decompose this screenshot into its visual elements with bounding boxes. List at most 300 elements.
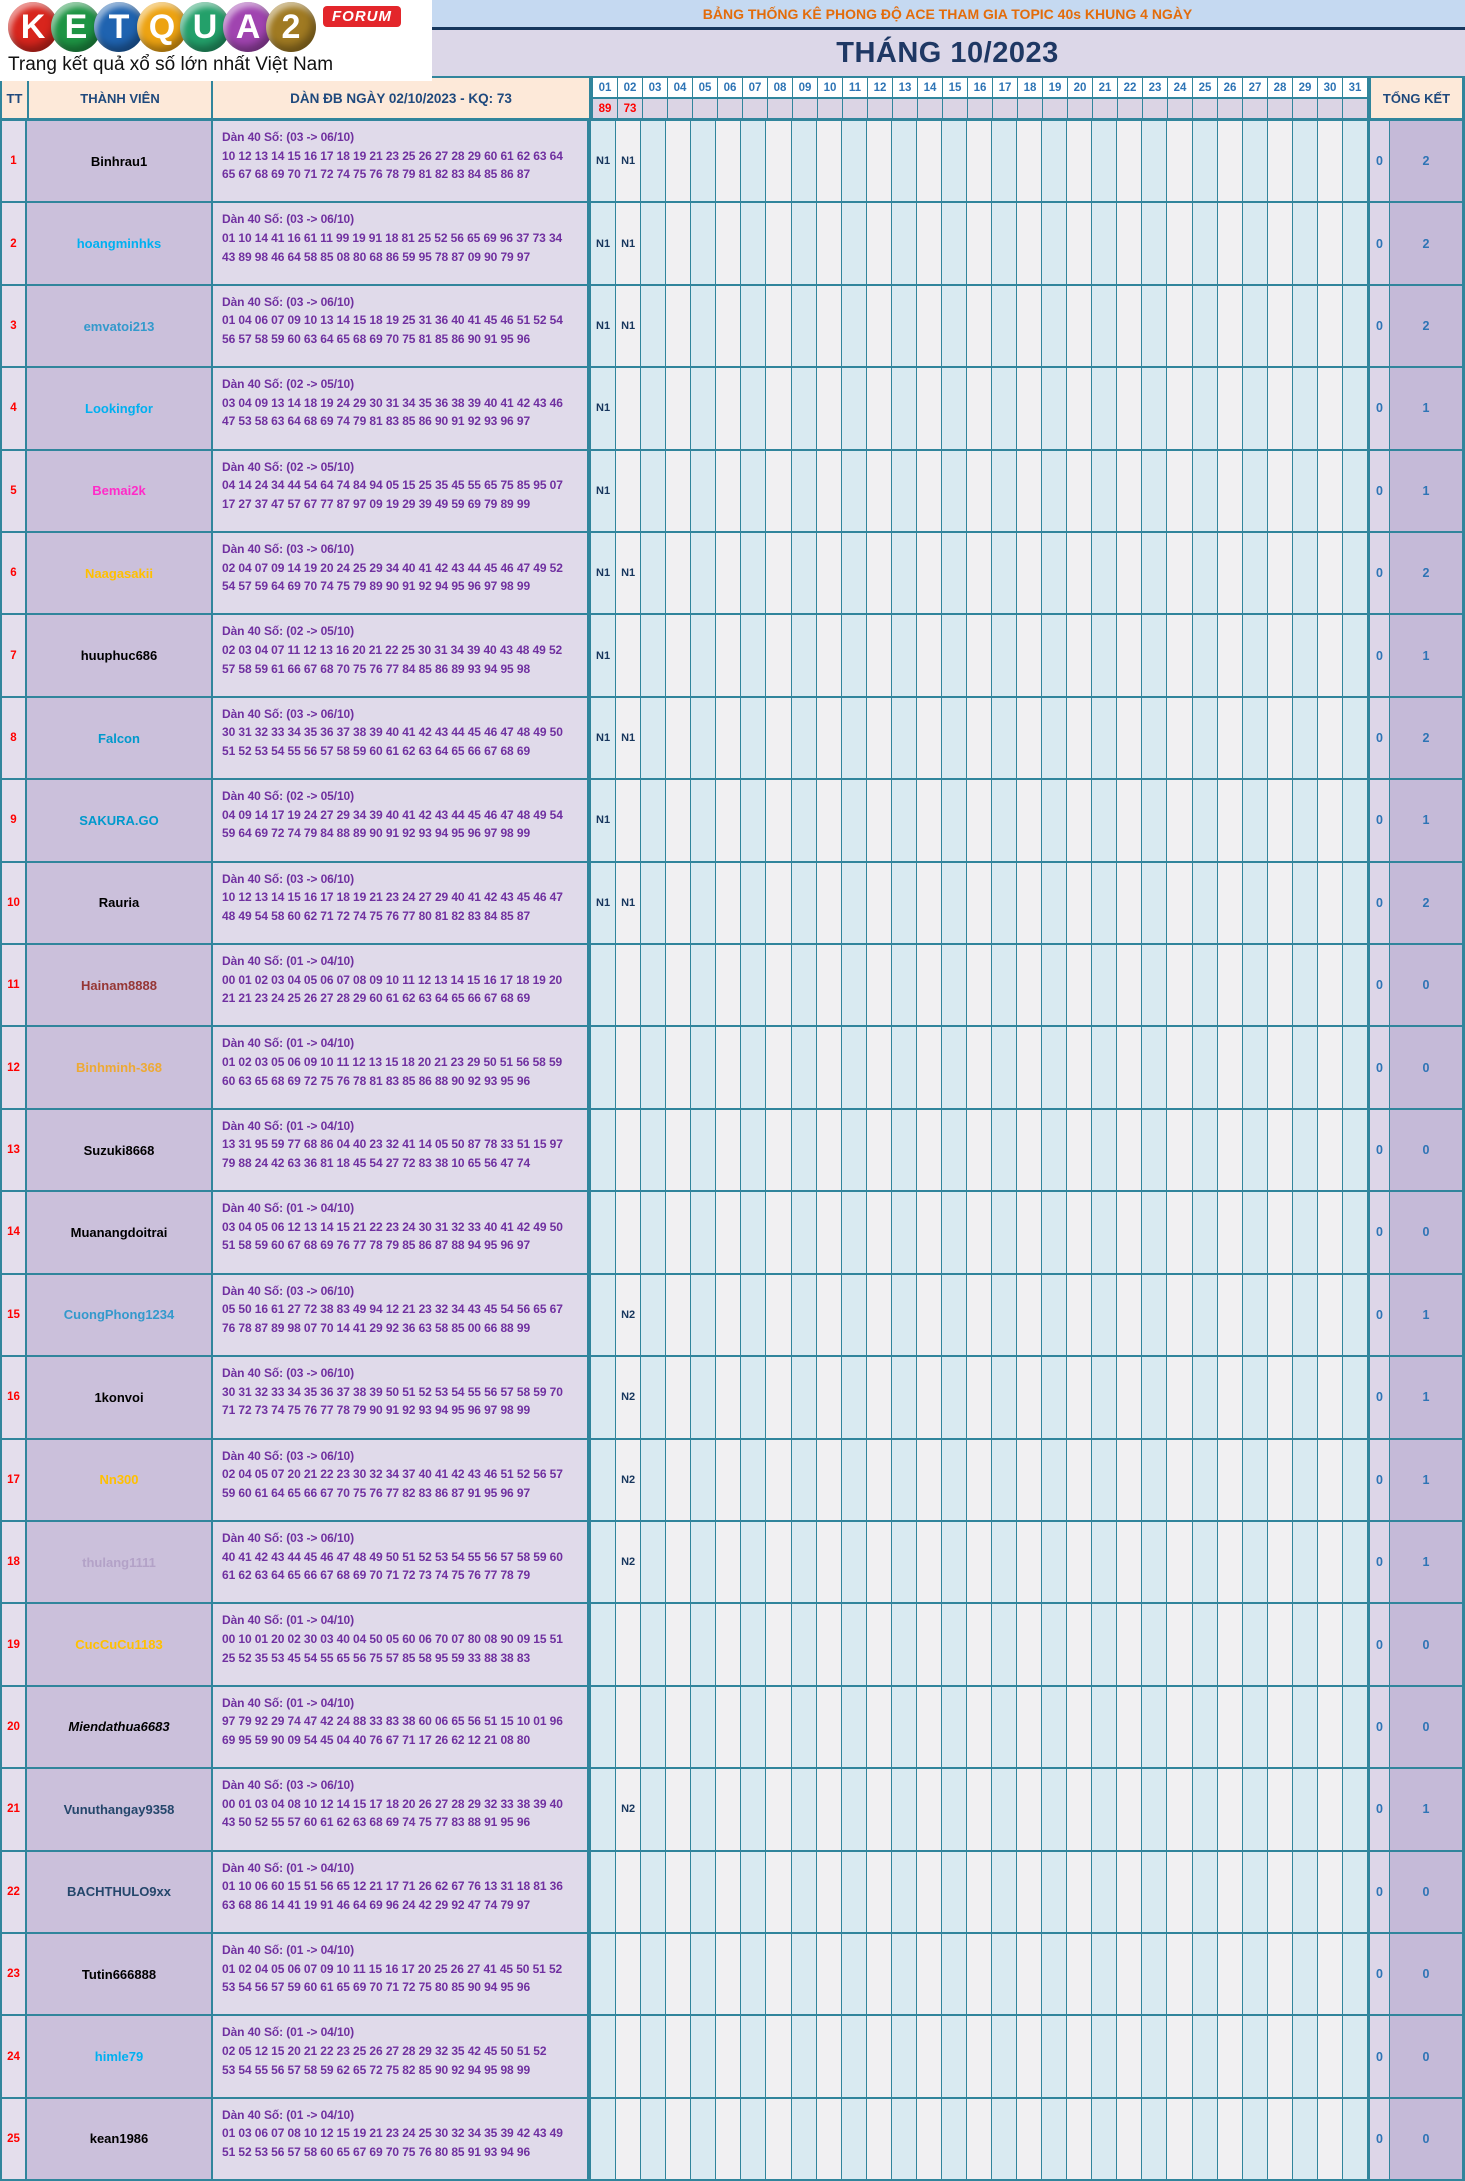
total-score: 1: [1390, 1357, 1465, 1437]
day-cell-15: [942, 945, 967, 1025]
kq-cell-18: [1018, 97, 1043, 118]
day-cell-24: [1167, 1934, 1192, 2014]
day-cell-24: [1167, 121, 1192, 201]
day-cell-12: [867, 1440, 892, 1520]
row-number: 12: [0, 1027, 27, 1107]
day-cell-31: [1343, 1604, 1368, 1684]
day-cell-26: [1218, 121, 1243, 201]
table-row: [0, 1027, 1465, 1109]
day-header-05: 05: [693, 76, 718, 97]
day-cell-19: [1042, 1769, 1067, 1849]
dan-line1: 05 50 16 61 27 72 38 83 49 94 12 21 23 32 34 43 45 54 56 65 67: [222, 1302, 563, 1317]
day-cell-14: [917, 863, 942, 943]
day-cell-19: [1042, 203, 1067, 283]
kq-cell-16: [968, 97, 993, 118]
row-number: 2: [0, 203, 27, 283]
day-cell-20: [1067, 698, 1092, 778]
dan-line1: 01 04 06 07 09 10 13 14 15 18 19 25 31 36 40 41 45 46 51 52 54: [222, 313, 563, 328]
dan-line2: 48 49 54 58 60 62 71 72 74 75 76 77 80 81 82 83 84 85 87: [222, 908, 531, 923]
day-cell-13: [892, 203, 917, 283]
day-cell-21: [1092, 1110, 1117, 1190]
row-number: 5: [0, 451, 27, 531]
day-cell-29: [1293, 1027, 1318, 1107]
row-number: 8: [0, 698, 27, 778]
day-cell-24: [1167, 203, 1192, 283]
day-cell-20: [1067, 1934, 1092, 2014]
member-name[interactable]: Bemai2k: [27, 451, 213, 531]
dan-cell: [213, 1852, 591, 1932]
day-cell-27: [1243, 698, 1268, 778]
dan-title: Dàn 40 Số: (03 -> 06/10): [222, 212, 354, 227]
day-cell-16: [967, 451, 992, 531]
day-cell-14: [917, 1769, 942, 1849]
day-cell-21: [1092, 286, 1117, 366]
day-cell-17: [992, 368, 1017, 448]
table-row: [0, 121, 1465, 203]
member-name[interactable]: emvatoi213: [27, 286, 213, 366]
day-cell-19: [1042, 1192, 1067, 1272]
day-cell-24: [1167, 1522, 1192, 1602]
day-cell-11: [842, 1440, 867, 1520]
day-cell-16: [967, 2099, 992, 2179]
kq-cell-10: [818, 97, 843, 118]
day-cell-13: [892, 615, 917, 695]
day-cell-11: [842, 863, 867, 943]
day-cells: [591, 1110, 1368, 1190]
month-title: THÁNG 10/2023: [836, 36, 1059, 69]
dan-cell: [213, 1604, 591, 1684]
day-cell-11: [842, 1522, 867, 1602]
day-cell-05: [691, 945, 716, 1025]
day-cell-07: [741, 451, 766, 531]
day-cell-27: [1243, 286, 1268, 366]
day-cell-05: [691, 863, 716, 943]
day-cell-23: [1142, 698, 1167, 778]
member-name[interactable]: Lookingfor: [27, 368, 213, 448]
day-cell-14: [917, 1027, 942, 1107]
table-row: [0, 2016, 1465, 2098]
day-cell-22: [1117, 121, 1142, 201]
day-cell-05: [691, 1275, 716, 1355]
day-cell-18: [1017, 698, 1042, 778]
member-name[interactable]: Naagasakii: [27, 533, 213, 613]
dan-line2: 79 88 24 42 63 36 81 18 45 54 27 72 83 38 10 65 56 47 74: [222, 1156, 531, 1171]
day-cell-09: [792, 286, 817, 366]
day-cell-22: [1117, 698, 1142, 778]
day-cell-17: [992, 945, 1017, 1025]
day-cell-04: [666, 1275, 691, 1355]
day-cell-01: [591, 1934, 616, 2014]
day-cell-27: [1243, 863, 1268, 943]
member-name[interactable]: Rauria: [27, 863, 213, 943]
day-cell-10: [817, 615, 842, 695]
rows-container: [0, 118, 1465, 2181]
member-name[interactable]: Miendathua6683: [27, 1687, 213, 1767]
day-cell-15: [942, 368, 967, 448]
day-cell-19: [1042, 1110, 1067, 1190]
day-header-31: 31: [1343, 76, 1368, 97]
day-cell-20: [1067, 1357, 1092, 1437]
day-cell-09: [792, 1852, 817, 1932]
day-cell-08: [766, 1687, 791, 1767]
dan-title: Dàn 40 Số: (01 -> 04/10): [222, 1942, 354, 1957]
dan-cell: [213, 1440, 591, 1520]
dan-line2: 51 52 53 56 57 58 60 65 67 69 70 75 76 80 85 91 93 94 96: [222, 2144, 531, 2159]
table-row: [0, 1357, 1465, 1439]
table-row: [0, 533, 1465, 615]
day-cell-24: [1167, 1440, 1192, 1520]
day-cell-25: [1193, 1604, 1218, 1684]
day-cell-05: [691, 203, 716, 283]
table-row: [0, 368, 1465, 450]
dan-title: Dàn 40 Số: (03 -> 06/10): [222, 1283, 354, 1298]
row-number: 7: [0, 615, 27, 695]
day-cell-18: [1017, 1110, 1042, 1190]
logo-letter: E: [51, 2, 101, 52]
day-cell-03: [641, 368, 666, 448]
member-name[interactable]: CucCuCu1183: [27, 1604, 213, 1684]
total-score: 0: [1390, 1604, 1465, 1684]
day-cell-25: [1193, 1440, 1218, 1520]
day-cells: [591, 945, 1368, 1025]
total-score: 1: [1390, 368, 1465, 448]
day-cell-24: [1167, 1027, 1192, 1107]
dan-title: Dàn 40 Số: (01 -> 04/10): [222, 1118, 354, 1133]
day-cell-28: [1268, 2016, 1293, 2096]
day-cell-07: [741, 1604, 766, 1684]
day-cell-08: [766, 533, 791, 613]
dan-title: Dàn 40 Số: (02 -> 05/10): [222, 377, 354, 392]
day-cell-04: [666, 286, 691, 366]
dan-cell: [213, 368, 591, 448]
row-number: 17: [0, 1440, 27, 1520]
dan-cell: [213, 203, 591, 283]
day-cell-03: [641, 1604, 666, 1684]
day-cell-24: [1167, 368, 1192, 448]
day-cell-05: [691, 286, 716, 366]
member-name[interactable]: Nn300: [27, 1440, 213, 1520]
day-cells: [591, 863, 1368, 943]
day-cell-10: [817, 1275, 842, 1355]
total-miss: 0: [1368, 203, 1390, 283]
day-cells: [591, 1440, 1368, 1520]
day-cell-13: [892, 121, 917, 201]
dan-line1: 02 03 04 07 11 12 13 16 20 21 22 25 30 31 34 39 40 43 48 49 52: [222, 643, 563, 658]
row-number: 16: [0, 1357, 27, 1437]
day-cell-27: [1243, 1934, 1268, 2014]
day-cell-03: [641, 1934, 666, 2014]
day-cell-25: [1193, 203, 1218, 283]
day-cell-28: [1268, 1110, 1293, 1190]
day-cell-27: [1243, 615, 1268, 695]
day-cell-23: [1142, 615, 1167, 695]
member-name[interactable]: Suzuki8668: [27, 1110, 213, 1190]
day-cell-21: [1092, 1027, 1117, 1107]
day-cell-30: [1318, 1604, 1343, 1684]
dan-title: Dàn 40 Số: (01 -> 04/10): [222, 1036, 354, 1051]
dan-line2: 63 68 86 14 41 19 91 46 64 69 96 24 42 29 92 47 74 79 97: [222, 1897, 531, 1912]
day-cell-12: [867, 1687, 892, 1767]
day-cell-12: [867, 615, 892, 695]
day-cell-09: [792, 1522, 817, 1602]
day-cell-06: [716, 1357, 741, 1437]
dan-line2: 69 95 59 90 09 54 45 04 40 76 67 71 17 26 62 12 21 08 80: [222, 1732, 531, 1747]
day-cell-22: [1117, 1275, 1142, 1355]
day-cell-19: [1042, 533, 1067, 613]
day-cell-08: [766, 1522, 791, 1602]
day-cell-04: [666, 451, 691, 531]
day-cell-04: [666, 1852, 691, 1932]
member-name[interactable]: hoangminhks: [27, 203, 213, 283]
day-cell-01: [591, 1110, 616, 1190]
day-cell-23: [1142, 1440, 1167, 1520]
day-cell-01: N1: [591, 203, 616, 283]
total-score: 0: [1390, 2016, 1465, 2096]
member-name[interactable]: SAKURA.GO: [27, 780, 213, 860]
day-cell-25: [1193, 451, 1218, 531]
day-cell-02: N2: [616, 1522, 641, 1602]
day-cell-14: [917, 1687, 942, 1767]
member-name[interactable]: Muanangdoitrai: [27, 1192, 213, 1272]
day-cell-15: [942, 2016, 967, 2096]
day-cell-21: [1092, 2016, 1117, 2096]
dan-title: Dàn 40 Số: (03 -> 06/10): [222, 542, 354, 557]
dan-cell: [213, 1357, 591, 1437]
member-name[interactable]: Falcon: [27, 698, 213, 778]
day-cell-28: [1268, 863, 1293, 943]
day-cell-26: [1218, 1027, 1243, 1107]
day-cell-22: [1117, 203, 1142, 283]
banner-title: BẢNG THỐNG KÊ PHONG ĐỘ ACE THAM GIA TOPIC 40s KHUNG 4 NGÀY: [702, 5, 1193, 22]
day-cell-06: [716, 1604, 741, 1684]
day-cell-11: [842, 698, 867, 778]
day-cell-27: [1243, 1687, 1268, 1767]
day-cell-14: [917, 1522, 942, 1602]
day-cell-09: [792, 1687, 817, 1767]
day-cell-14: [917, 368, 942, 448]
day-cell-05: [691, 533, 716, 613]
member-name[interactable]: Hainam8888: [27, 945, 213, 1025]
day-cell-01: N1: [591, 286, 616, 366]
dan-line2: 43 50 52 55 57 60 61 62 63 68 69 74 75 77 83 88 91 95 96: [222, 1815, 531, 1830]
day-cell-09: [792, 2099, 817, 2179]
member-name[interactable]: kean1986: [27, 2099, 213, 2179]
day-cell-13: [892, 780, 917, 860]
member-name[interactable]: Tutin666888: [27, 1934, 213, 2014]
day-cell-16: [967, 863, 992, 943]
day-cell-12: [867, 1027, 892, 1107]
day-cell-22: [1117, 2016, 1142, 2096]
day-cell-28: [1268, 2099, 1293, 2179]
day-cell-17: [992, 1852, 1017, 1932]
day-cell-03: [641, 1440, 666, 1520]
day-cell-02: [616, 451, 641, 531]
member-name[interactable]: thulang1111: [27, 1522, 213, 1602]
day-cell-15: [942, 863, 967, 943]
day-cell-05: [691, 1687, 716, 1767]
day-cell-05: [691, 2099, 716, 2179]
day-cell-25: [1193, 1769, 1218, 1849]
day-cell-16: [967, 121, 992, 201]
day-cell-29: [1293, 1192, 1318, 1272]
day-cells: [591, 615, 1368, 695]
dan-line2: 51 52 53 54 55 56 57 58 59 60 61 62 63 64 65 66 67 68 69: [222, 744, 531, 759]
day-cell-23: [1142, 1275, 1167, 1355]
day-cell-06: [716, 780, 741, 860]
day-cell-23: [1142, 451, 1167, 531]
day-cells: [591, 698, 1368, 778]
table-row: [0, 1275, 1465, 1357]
dan-line1: 01 02 04 05 06 07 09 10 11 15 16 17 20 25 26 27 41 45 50 51 52: [222, 1961, 563, 1976]
dan-title: Dàn 40 Số: (02 -> 05/10): [222, 789, 354, 804]
day-cell-27: [1243, 1027, 1268, 1107]
member-name[interactable]: Binhminh-368: [27, 1027, 213, 1107]
day-cell-28: [1268, 1522, 1293, 1602]
total-miss: 0: [1368, 1687, 1390, 1767]
member-name[interactable]: CuongPhong1234: [27, 1275, 213, 1355]
day-cell-18: [1017, 203, 1042, 283]
total-miss: 0: [1368, 1769, 1390, 1849]
day-cell-09: [792, 1110, 817, 1190]
row-number: 3: [0, 286, 27, 366]
day-cells: [591, 121, 1368, 201]
day-cell-15: [942, 203, 967, 283]
day-cell-25: [1193, 2016, 1218, 2096]
day-cell-07: [741, 945, 766, 1025]
dan-title: Dàn 40 Số: (01 -> 04/10): [222, 1613, 354, 1628]
day-cell-04: [666, 1522, 691, 1602]
member-name[interactable]: himle79: [27, 2016, 213, 2096]
day-cell-01: [591, 1027, 616, 1107]
day-cell-10: [817, 1852, 842, 1932]
total-miss: 0: [1368, 1275, 1390, 1355]
day-cell-03: [641, 1852, 666, 1932]
day-cell-07: [741, 203, 766, 283]
dan-line1: 01 03 06 07 08 10 12 15 19 21 23 24 25 30 32 34 35 39 42 43 49: [222, 2126, 563, 2141]
day-cell-03: [641, 533, 666, 613]
day-cell-28: [1268, 1192, 1293, 1272]
day-cell-21: [1092, 1440, 1117, 1520]
day-cell-19: [1042, 1852, 1067, 1932]
logo-letter: T: [94, 2, 144, 52]
day-cell-15: [942, 1275, 967, 1355]
day-cell-11: [842, 2099, 867, 2179]
day-cell-06: [716, 615, 741, 695]
day-headers: [593, 76, 1368, 97]
day-header-20: 20: [1068, 76, 1093, 97]
day-cell-14: [917, 121, 942, 201]
day-cell-03: [641, 286, 666, 366]
day-cell-12: [867, 2099, 892, 2179]
day-cell-07: [741, 1192, 766, 1272]
total-score: 0: [1390, 1852, 1465, 1932]
member-name[interactable]: Binhrau1: [27, 121, 213, 201]
day-cell-19: [1042, 2016, 1067, 2096]
day-cell-26: [1218, 1522, 1243, 1602]
total-score: 2: [1390, 863, 1465, 943]
dan-line2: 57 58 59 61 66 67 68 70 75 76 77 84 85 86 89 93 94 95 98: [222, 661, 531, 676]
day-cell-11: [842, 615, 867, 695]
day-cell-28: [1268, 533, 1293, 613]
day-cell-31: [1343, 1687, 1368, 1767]
day-cell-08: [766, 1357, 791, 1437]
dan-cell: [213, 2099, 591, 2179]
day-cell-24: [1167, 1852, 1192, 1932]
day-cells: [591, 2016, 1368, 2096]
day-cell-25: [1193, 945, 1218, 1025]
day-cell-30: [1318, 533, 1343, 613]
day-cell-23: [1142, 121, 1167, 201]
day-cell-29: [1293, 1604, 1318, 1684]
total-miss: 0: [1368, 1934, 1390, 2014]
day-header-19: 19: [1043, 76, 1068, 97]
day-cell-22: [1117, 1357, 1142, 1437]
day-cell-03: [641, 1357, 666, 1437]
day-cell-08: [766, 945, 791, 1025]
day-cell-27: [1243, 451, 1268, 531]
kq-cell-14: [918, 97, 943, 118]
row-number: 15: [0, 1275, 27, 1355]
day-cell-30: [1318, 698, 1343, 778]
day-cell-23: [1142, 533, 1167, 613]
total-miss: 0: [1368, 451, 1390, 531]
day-cell-17: [992, 203, 1017, 283]
day-cell-17: [992, 863, 1017, 943]
member-name[interactable]: huuphuc686: [27, 615, 213, 695]
member-name[interactable]: 1konvoi: [27, 1357, 213, 1437]
day-cell-07: [741, 368, 766, 448]
member-name[interactable]: BACHTHULO9xx: [27, 1852, 213, 1932]
day-cell-18: [1017, 286, 1042, 366]
day-cell-01: [591, 1275, 616, 1355]
dan-title: Dàn 40 Số: (03 -> 06/10): [222, 1778, 354, 1793]
day-cell-09: [792, 368, 817, 448]
day-cell-15: [942, 1769, 967, 1849]
dan-cell: [213, 286, 591, 366]
day-cell-18: [1017, 451, 1042, 531]
day-cell-28: [1268, 945, 1293, 1025]
day-cell-31: [1343, 1522, 1368, 1602]
ketqua2-logo[interactable]: [0, 0, 432, 81]
day-cell-30: [1318, 1769, 1343, 1849]
day-cell-12: [867, 451, 892, 531]
day-cell-05: [691, 1440, 716, 1520]
day-cell-02: N1: [616, 698, 641, 778]
day-cell-12: [867, 698, 892, 778]
day-cell-10: [817, 945, 842, 1025]
table-row: [0, 1604, 1465, 1686]
day-cell-06: [716, 203, 741, 283]
day-header-18: 18: [1018, 76, 1043, 97]
day-cell-27: [1243, 780, 1268, 860]
day-cell-10: [817, 1934, 842, 2014]
day-cell-06: [716, 286, 741, 366]
day-cell-14: [917, 780, 942, 860]
day-cell-27: [1243, 1522, 1268, 1602]
dan-title: Dàn 40 Số: (03 -> 06/10): [222, 294, 354, 309]
day-cell-24: [1167, 1275, 1192, 1355]
day-cells: [591, 780, 1368, 860]
member-name[interactable]: Vunuthangay9358: [27, 1769, 213, 1849]
day-cell-08: [766, 451, 791, 531]
day-cell-18: [1017, 615, 1042, 695]
day-cell-08: [766, 780, 791, 860]
day-cell-10: [817, 368, 842, 448]
day-cell-10: [817, 863, 842, 943]
dan-title: Dàn 40 Số: (02 -> 05/10): [222, 459, 354, 474]
day-cell-25: [1193, 286, 1218, 366]
day-cell-22: [1117, 1852, 1142, 1932]
